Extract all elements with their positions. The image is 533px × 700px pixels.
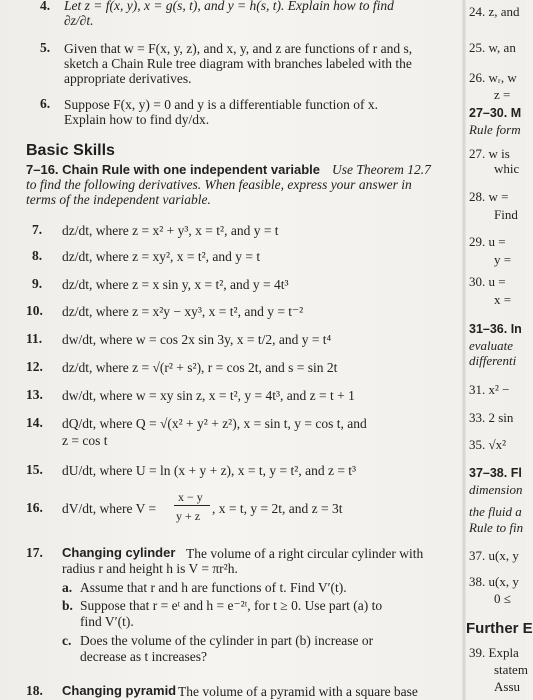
range-37-38: 37–38. Fl — [469, 466, 522, 480]
exercise-39: 39. Expla — [469, 645, 519, 660]
exercise-number: 11. — [26, 331, 43, 346]
exercise-number: 12. — [26, 359, 43, 374]
exercise-text: dz/dt, where z = √(r² + s²), r = cos 2t, and s = sin 2t — [62, 360, 338, 375]
range-31-36: 31–36. In — [469, 322, 522, 336]
exercise-text: radius r and height h is V = πr²h. — [62, 561, 238, 576]
range-instructions: Use Theorem 12.7 — [332, 162, 431, 177]
range-31-36-text: differenti — [469, 353, 517, 368]
exercise-text: dV/dt, where V = — [62, 501, 157, 516]
range-27-30-text: Rule form — [469, 122, 521, 137]
fraction-bar — [174, 505, 210, 506]
exercise-35: 35. √x² — [469, 437, 507, 452]
exercise-title: Changing pyramid — [62, 683, 177, 698]
exercise-26: 26. wᵣ, w — [469, 70, 517, 85]
exercise-29-cont: y = — [494, 252, 512, 267]
exercise-25: 25. w, an — [469, 40, 516, 55]
part-label: b. — [62, 598, 73, 613]
exercise-number: 8. — [32, 248, 43, 263]
exercise-text: appropriate derivatives. — [64, 71, 192, 86]
exercise-number: 15. — [26, 462, 43, 477]
part-label: c. — [62, 633, 72, 648]
exercise-number: 16. — [26, 500, 43, 515]
exercise-33: 33. 2 sin — [469, 410, 514, 425]
exercise-number: 17. — [26, 545, 43, 560]
range-37-38-text: Rule to fin — [469, 520, 524, 535]
exercise-number: 5. — [40, 40, 51, 55]
part-text: Suppose that r = eᵗ and h = e⁻²ᵗ, for t ≥ 0. Use part (a) to — [80, 598, 383, 613]
exercise-number: 6. — [40, 96, 51, 111]
fraction-denominator: y + z — [176, 509, 201, 523]
exercise-27-cont: whic — [494, 161, 520, 176]
exercise-number: 13. — [26, 387, 43, 402]
exercise-number: 4. — [40, 0, 51, 13]
part-label: a. — [62, 580, 73, 595]
exercise-text: dz/dt, where z = x sin y, x = t², and y = 4t³ — [62, 277, 289, 292]
further-heading: Further E — [466, 620, 533, 637]
exercise-number: 18. — [26, 683, 43, 698]
exercise-text: ∂z/∂t. — [64, 13, 94, 28]
fraction-numerator: x − y — [178, 490, 203, 504]
exercise-text: dz/dt, where z = x² + y³, x = t², and y = t — [62, 223, 279, 238]
part-text: Does the volume of the cylinder in part (b) increase or — [80, 633, 374, 648]
exercise-38: 38. u(x, y — [469, 574, 519, 589]
exercise-39-cont: statem — [494, 662, 528, 677]
exercise-text: Explain how to find dy/dx. — [64, 112, 210, 127]
exercise-27: 27. w is — [469, 146, 510, 161]
exercise-text: dU/dt, where U = ln (x + y + z), x = t, y = t², and z = t³ — [62, 463, 357, 478]
exercise-text: z = cos t — [62, 433, 108, 448]
exercise-number: 9. — [32, 276, 43, 291]
exercise-26-cont: z = — [494, 87, 511, 102]
exercise-30: 30. u = — [469, 274, 506, 289]
exercise-text: dQ/dt, where Q = √(x² + y² + z²), x = sin t, y = cos t, and — [62, 416, 367, 431]
exercise-text: Suppose F(x, y) = 0 and y is a differentiable function of x. — [64, 97, 379, 112]
exercise-text: Given that w = F(x, y, z), and x, y, and z are functions of r and s, — [64, 41, 413, 56]
exercise-28: 28. w = — [469, 189, 509, 204]
range-31-36-text: evaluate — [469, 338, 514, 353]
exercise-title: Changing cylinder — [62, 545, 176, 560]
exercise-text: The volume of a right circular cylinder with — [186, 546, 424, 561]
exercise-text: Let z = f(x, y), x = g(s, t), and y = h(s, t). Explain how to find — [64, 0, 394, 13]
exercise-24: 24. z, and — [469, 4, 520, 19]
exercise-28-cont: Find — [494, 207, 518, 222]
exercise-text: dz/dt, where z = x²y − xy³, x = t², and y = t⁻² — [62, 304, 304, 319]
exercise-30-cont: x = — [494, 292, 512, 307]
exercise-text: dw/dt, where w = xy sin z, x = t², y = 4t³, and z = t + 1 — [62, 388, 355, 403]
exercise-text: dw/dt, where w = cos 2x sin 3y, x = t/2, and y = t⁴ — [62, 332, 332, 347]
exercise-38-cont: 0 ≤ — [494, 591, 511, 606]
page-gutter — [462, 0, 466, 700]
exercise-number: 7. — [32, 222, 43, 237]
part-text: Assume that r and h are functions of t. Find V′(t). — [80, 580, 347, 595]
exercise-31: 31. x² − — [469, 382, 510, 397]
part-text: decrease as t increases? — [80, 649, 208, 664]
part-text: find V′(t). — [80, 614, 134, 629]
section-heading: Basic Skills — [26, 142, 115, 159]
range-title: 7–16. Chain Rule with one independent variable — [26, 162, 321, 177]
exercise-text: , x = t, y = 2t, and z = 3t — [212, 501, 343, 516]
exercise-text: The volume of a pyramid with a square base — [178, 684, 418, 699]
range-instructions: terms of the independent variable. — [26, 192, 211, 207]
exercise-number: 14. — [26, 415, 43, 430]
exercise-39-cont: Assu — [494, 679, 521, 694]
exercise-text: sketch a Chain Rule tree diagram with branches labeled with the — [64, 56, 412, 71]
exercise-text: dz/dt, where z = xy², x = t², and y = t — [62, 249, 261, 264]
range-27-30: 27–30. M — [469, 106, 522, 120]
range-instructions: to find the following derivatives. When feasible, express your answer in — [26, 177, 412, 192]
exercise-number: 10. — [26, 303, 43, 318]
range-37-38-text: the fluid a — [469, 504, 522, 519]
exercise-29: 29. u = — [469, 234, 506, 249]
exercise-37: 37. u(x, y — [469, 548, 519, 563]
range-37-38-text: dimension — [469, 482, 523, 497]
